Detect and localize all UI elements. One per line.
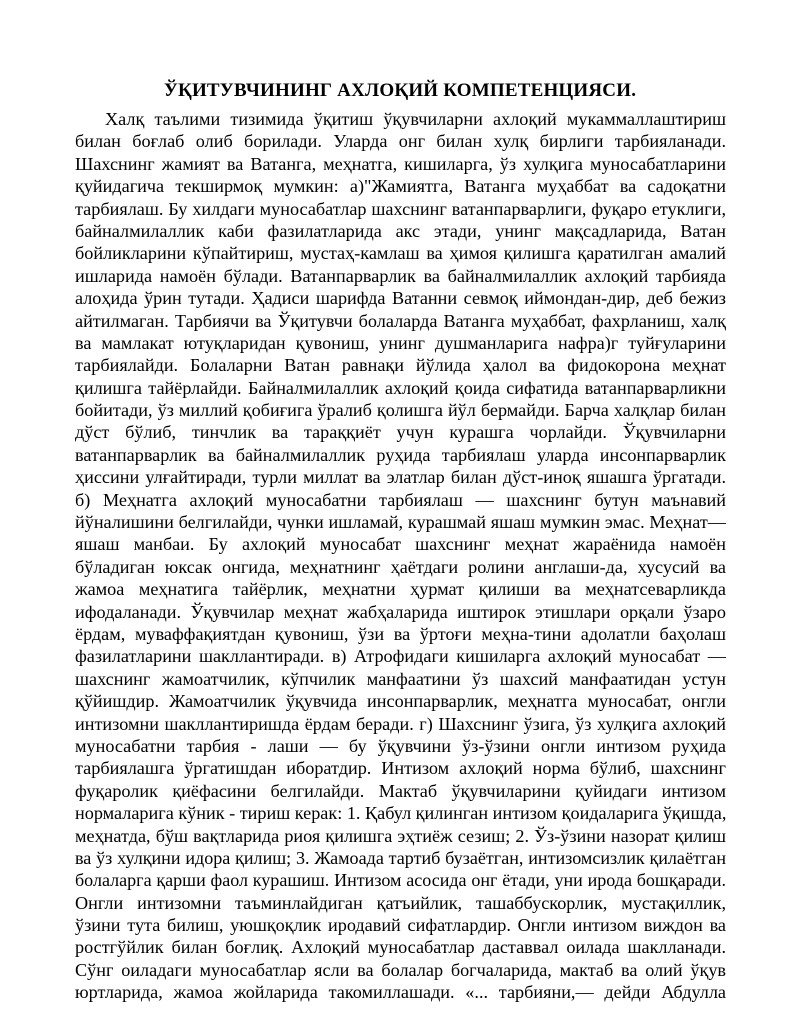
paragraph-line: ҳиссини улғайтиради, турли миллат ва элатлар билан дўст-иноқ яшашга ўргатади. [75,467,726,488]
paragraph-line: фуқаролик қиёфасини белгилайди. Мактаб ўқувчиларини қуйидаги интизом [75,780,726,801]
paragraph-line: шахснинг жамоатчилик, кўпчилик манфаатини ўз шахсий манфаатидан устун [75,668,726,689]
document-title: ЎҚИТУВЧИНИНГ АХЛОҚИЙ КОМПЕТЕНЦИЯСИ. [163,80,637,101]
paragraph-line: қўйишдир. Жамоатчилик ўқувчида инсонпарварлик, меҳнатга муносабат, онгли [75,691,726,712]
paragraph-line: ростгўйлик билан боғлиқ. Ахлоқий муносабатлар даставвал оилада шаклланади. [75,937,726,958]
paragraph-line: интизомни шакллантиришда ёрдам беради. г) Шахснинг ўзига, ўз хулқига ахлоқий [75,713,726,734]
paragraph-line: фазилатларини шакллантиради. в) Атрофидаги кишиларга ахлоқий муносабат — [75,646,726,667]
paragraph-line: ишларида намоён бўлади. Ватанпарварлик ва байналмилаллик ахлоқий тарбияда [75,265,726,286]
paragraph-line: бўладиган юксак онгида, меҳнатнинг ҳаётдаги ролини англаши-да, хусусий ва [75,556,726,577]
paragraph-line: бойликларини кўпайтириш, мустаҳ-камлаш ва ҳимоя қилишга қаратилган амалий [75,243,726,264]
paragraph-line: юртларида, жамоа жойларида такомиллашади. «... тарбияни,— дейди Абдулла [75,982,726,1003]
paragraph-line: ўзини тута билиш, уюшқоқлик иродавий сифатлардир. Онгли интизом виждон ва [75,915,726,936]
paragraph-line: ватанпарварлик ва байналмилаллик руҳида тарбиялаш уларда инсонпарварлик [75,444,726,465]
paragraph-line: қилишга тайёрлайди. Байналмилаллик ахлоқий қоида сифатида ватанпарварликни [75,377,726,398]
paragraph-line: ифодаланади. Ўқувчилар меҳнат жабҳаларида иштирок этишлари орқали ўзаро [75,601,726,622]
paragraph-line: тарбиялаш. Бу хилдаги муносабатлар шахснинг ватанпарварлиги, фуқаро етуклиги, [75,198,726,219]
paragraph-line: қуйидагича текширмоқ мумкин: а)"Жамиятга, Ватанга муҳаббат ва садоқатни [75,176,726,197]
paragraph-line: ва мамлакат ютуқларидан қувониш, унинг душманларига нафра)г туйғуларини [75,332,726,353]
paragraph-line: Шахснинг жамият ва Ватанга, меҳнатга, кишиларга, ўз хулқига муносабатларини [75,153,726,174]
paragraph-line: б) Меҳнатга ахлоқий муносабатни тарбиялаш — шахснинг бутун маънавий [75,489,726,510]
paragraph-line: дўст бўлиб, тинчлик ва тараққиёт учун курашга чорлайди. Ўқувчиларни [75,422,726,443]
paragraph-line: яшаш манбаи. Бу ахлоқий муносабат шахснинг меҳнат жараёнида намоён [75,534,726,555]
paragraph-line: тарбиялайди. Болаларни Ватан равнақи йўлида ҳалол ва фидокорона меҳнат [75,355,726,376]
paragraph-line: нормаларига кўник - тириш керак: 1. Қабул қилинган интизом қоидаларига ўқишда, [75,803,727,824]
paragraph-line: йўналишини белгилайди, чунки ишламай, курашмай яшаш мумкин эмас. Меҳнат— [75,512,726,533]
paragraph-line: ёрдам, муваффақиятдан қувониш, ўзи ва ўртоғи меҳна-тини адолатли баҳолаш [75,623,726,644]
paragraph-line: Онгли интизомни таъминлайдиган қатъийлик, ташаббускорлик, мустақиллик, [75,892,726,913]
paragraph-line: байналмилаллик каби фазилатларида акс этади, унинг мақсадларида, Ватан [75,220,726,241]
paragraph-line: Сўнг оиладаги муносабатлар ясли ва болалар богчаларида, мактаб ва олий ўқув [75,959,726,980]
paragraph-line: жамоа меҳнатига тайёрлик, меҳнатни ҳурмат қилиши ва меҳнатсеварликда [75,579,726,600]
paragraph-line: болаларга қарши фаол курашиш. Интизом асосида онг ётади, уни ирода бошқаради. [75,870,726,891]
paragraph-line: айтилмаган. Тарбиячи ва Ўқитувчи болаларда Ватанга муҳаббат, фахрланиш, халқ [75,310,726,331]
paragraph-line: Халқ таълими тизимида ўқитиш ўқувчиларни ахлоқий мукаммаллаштириш [105,109,726,129]
paragraph-line: ва ўз хулқини идора қилиш; 3. Жамоада тартиб бузаётган, интизомсизлик қилаётган [75,847,726,868]
document-body [75,108,726,1004]
paragraph-line: меҳнатда, бўш вақтларида риоя қилишга эҳтиёж сезиш; 2. Ўз-ўзини назорат қилиш [75,825,726,846]
paragraph-line: тарбиялашга ўргатишдан иборатдир. Интизом ахлоқий норма бўлиб, шахснинг [75,758,726,779]
paragraph-line: алоҳида ўрин тутади. Ҳадиси шарифда Ватанни севмоқ иймондан-дир, деб бежиз [75,288,726,309]
paragraph-line: муносабатни тарбия - лаши — бу ўқувчини ўз-ўзини онгли интизом руҳида [75,735,726,756]
paragraph-line: билан боғлаб олиб борилади. Уларда онг билан хулқ бирлиги тарбияланади. [75,131,726,152]
paragraph-line: бойитади, ўз миллий қобиғига ўралиб қолишга йўл бермайди. Барча халқлар билан [75,400,726,421]
